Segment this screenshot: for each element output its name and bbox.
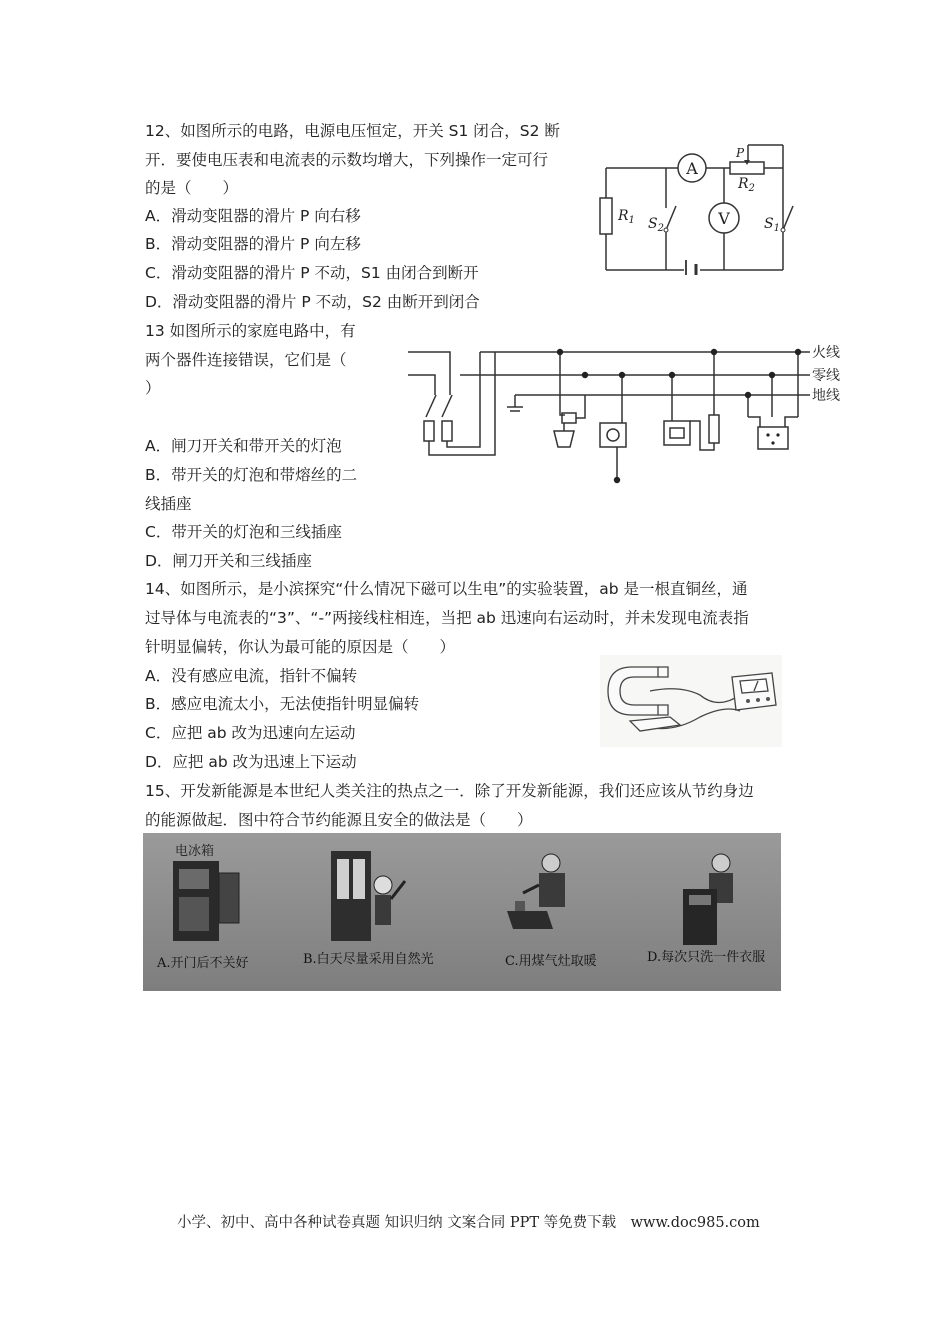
q14-option-a: A．没有感应电流，指针不偏转 <box>145 667 358 685</box>
q13-stem-line1: 13 如图所示的家庭电路中，有 <box>145 322 356 340</box>
svg-text:S2 <box>648 216 664 234</box>
q12-stem-line1: 12、如图所示的电路，电源电压恒定，开关 S1 闭合，S2 断 <box>145 122 560 140</box>
ground-wire-label: 地线 <box>812 388 840 404</box>
r1-sub: 1 <box>628 215 635 226</box>
q13-option-b: B．带开关的灯泡和带熔丝的二 <box>145 466 358 484</box>
q13-stem-line2: 两个器件连接错误，它们是（ <box>145 351 347 369</box>
q14-option-c: C．应把 ab 改为迅速向左运动 <box>145 724 356 742</box>
neutral-wire-label: 零线 <box>812 368 840 384</box>
q13-option-c: C．带开关的灯泡和三线插座 <box>145 523 342 541</box>
q12-circuit-diagram <box>598 140 818 275</box>
q13-stem-line3: ） <box>145 379 161 397</box>
q12-option-a: A．滑动变阻器的滑片 P 向右移 <box>145 207 361 225</box>
q13-option-d: D．闸刀开关和三线插座 <box>145 552 312 570</box>
page-footer: 小学、初中、高中各种试卷真题 知识归纳 文案合同 PPT 等免费下载 www.doc985.com <box>177 1215 760 1231</box>
q15-energy-saving-picture <box>143 833 781 991</box>
fridge-label: 电冰箱 <box>175 844 215 859</box>
q12-option-d: D．滑动变阻器的滑片 P 不动，S2 由断开到闭合 <box>145 293 480 311</box>
q13-household-circuit <box>400 335 860 490</box>
q15-stem-line2: 的能源做起．图中符合节约能源且安全的做法是（ ） <box>145 811 533 829</box>
q13-option-b-cont: 线插座 <box>145 495 192 513</box>
r1-label: R <box>618 208 629 224</box>
q14-stem-line1: 14、如图所示，是小滨探究“什么情况下磁可以生电”的实验装置，ab 是一根直铜丝，通 <box>145 580 748 598</box>
voltmeter-label: V <box>718 209 730 228</box>
q12-stem-line2: 开．要使电压表和电流表的示数均增大，下列操作一定可行 <box>145 151 549 169</box>
q13-option-a: A．闸刀开关和带开关的灯泡 <box>145 437 342 455</box>
q14-stem-line2: 过导体与电流表的“3”、“-”两接线柱相连，当把 ab 迅速向右运动时，并未发现电流表指 <box>145 609 749 627</box>
q12-stem-line3: 的是（ ） <box>145 179 239 197</box>
r2-label: R <box>738 176 749 192</box>
svg-text:R2 <box>737 176 755 194</box>
caption-d: D.每次只洗一件衣服 <box>647 950 766 965</box>
s2-label: S <box>648 216 658 232</box>
ammeter-label: A <box>686 159 698 178</box>
q14-stem-line3: 针明显偏转，你认为最可能的原因是（ ） <box>145 638 456 656</box>
q14-option-b: B．感应电流太小，无法使指针明显偏转 <box>145 695 420 713</box>
svg-text:S1 <box>764 216 780 234</box>
q14-option-d: D．应把 ab 改为迅速上下运动 <box>145 753 357 771</box>
s2-sub: 2 <box>657 223 664 234</box>
caption-a: A.开门后不关好 <box>157 956 249 971</box>
caption-c: C.用煤气灶取暖 <box>505 954 597 969</box>
slider-label: P <box>736 146 745 160</box>
q12-option-c: C．滑动变阻器的滑片 P 不动，S1 由闭合到断开 <box>145 264 479 282</box>
caption-b: B.白天尽量采用自然光 <box>303 952 434 967</box>
s1-sub: 1 <box>773 223 780 234</box>
live-wire-label: 火线 <box>812 345 840 361</box>
svg-text:R1 <box>617 208 635 226</box>
q15-stem-line1: 15、开发新能源是本世纪人类关注的热点之一．除了开发新能源，我们还应该从节约身边 <box>145 782 754 800</box>
q12-option-b: B．滑动变阻器的滑片 P 向左移 <box>145 235 361 253</box>
r2-sub: 2 <box>748 183 755 194</box>
s1-label: S <box>764 216 774 232</box>
q14-magnet-apparatus <box>600 655 782 747</box>
